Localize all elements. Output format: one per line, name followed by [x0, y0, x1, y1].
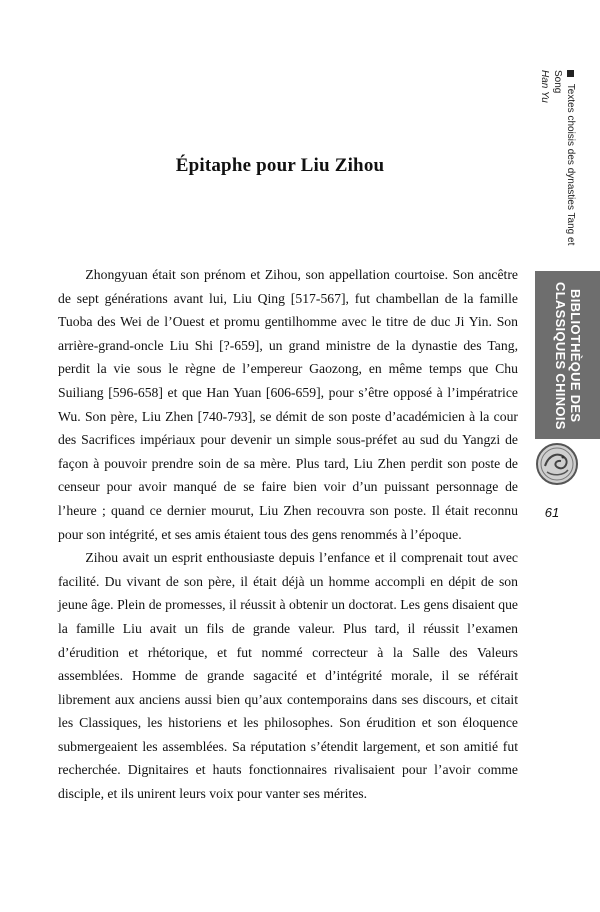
series-subtitle-text: Textes choisis des dynasties Tang et Song [552, 70, 576, 246]
article-body [58, 263, 518, 806]
page-number: 61 [544, 505, 560, 520]
dragon-seal-emblem [535, 442, 579, 486]
paragraph: Zhongyuan était son prénom et Zihou, son appellation courtoise. Son ancêtre de sept générations avant lui, Liu Qing [517-567], fut chambellan de la famille Tuoba des Wei de l’Ouest et promu gentilhomme avec le titre de duc Ji Yin. Son arrière-grand-oncle Liu Shi [?-659], un grand ministre de la dynastie des Tang, perdit la vie sous le règne de l’empereur Gaozong, en même temps que Chu Suiliang [596-658] et que Han Yuan [606-659], pour s’être opposé à l’impératrice Wu. Son père, Liu Zhen [740-793], se démit de son poste d’académicien à la cour des Sacrifices impériaux pour devenir un simple sous-préfet au sud du Yangzi de façon à pouvoir prendre soin de sa mère. Plus tard, Liu Zhen perdit son poste de censeur pour avoir manqué de se faire bien voir d’un puissant personnage de l’heure ; quand ce dernier mourut, Liu Zhen recouvra son poste. Il était reconnu pour son intégrité, et ses amis étaient tous des gens renommés à l’époque. [58, 267, 518, 542]
collection-title: BIBLIOTHÈQUE DES CLASSIQUES CHINOIS [553, 282, 583, 430]
square-bullet-icon [567, 70, 574, 77]
series-author: Han Yu [539, 70, 550, 103]
paragraph: Zihou avait un esprit enthousiaste depuis l’enfance et il comprenait tout avec facilité. Du vivant de son père, il était déjà un homme accompli en dépit de son jeune âge. Plein de promesses, il réussit à obtenir un doctorat. Les gens disaient que la famille Liu avait un fils de grande valeur. Plus tard, il réussit l’examen d’érudition et rhétorique, et fut nommé correcteur à la Salle des Valeurs assemblées. Homme de grande sagacité et d’intégrité morale, il se référait librement aux anciens aussi bien qu’aux contemporains dans ses discours, et citait les Classiques, les historiens et les philosophes. Son érudition et son éloquence submergeaient les assemblées. Sa réputation s’étendit largement, et son amitié fut recherchée. Dignitaires et hauts fonctionnaires rivalisaient pour l’avoir comme disciple, et ils unirent leurs voix pour vanter ses mérites. [58, 550, 518, 802]
page-title: Épitaphe pour Liu Zihou [175, 155, 385, 176]
